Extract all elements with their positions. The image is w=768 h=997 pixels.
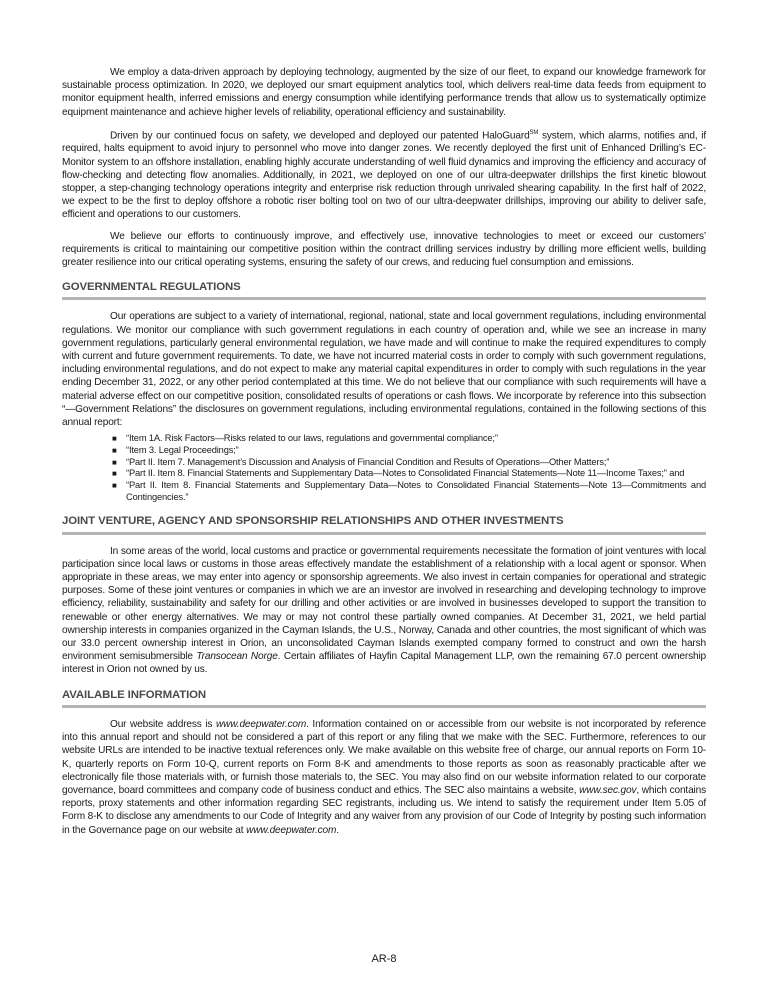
paragraph-gov-regulations: Our operations are subject to a variety of international, regional, national, state and local government regulations, including environmental regulations. We monitor our compliance with such government regulations in each country of operation and, while we see an increase in many government regulations, particularly general environmental regulation, we have made and will continue to make the required expenditures to comply with current and future government requirements. To date, we have not incurred material costs in order to comply with such government regulations, including environmental regulations, and do not expect to make any material capital expenditures in order to comply with such regulations in the year ending December 31, 2022, or any other period contemplated at this time. We do not believe that our compliance with such requirements will have a material adverse effect on our competitive position, consolidated results of operations or cash flows. We incorporate by reference into this subsection “—Government Relations” the disclosures on government regulations, including environmental regulations, contained in the following sections of this annual report: [62,311,706,429]
list-item-text: “Part II. Item 8. Financial Statements and Supplementary Data—Notes to Consolidated Financial Statements—Note 13—Commitments and Contingencies.” [126,480,706,502]
heading-available-information: AVAILABLE INFORMATION [62,689,706,708]
rig-name: Transocean Norge [196,651,278,663]
list-item-text: “Item 1A. Risk Factors—Risks related to our laws, regulations and governmental compliance;” [126,433,498,444]
bullet-square-icon: ■ [112,481,117,491]
paragraph-joint-venture [62,545,706,677]
list-item [62,433,706,445]
reference-list [62,433,706,503]
paragraph-safety [62,127,706,222]
paragraph-data-driven: We employ a data-driven approach by deploying technology, augmented by the size of our fleet, to expand our knowledge framework for sustainable process optimization. In 2020, we deployed our smart equipment analytics tool, which delivers real-time data feeds from equipment to monitor equipment health, inferred emissions and energy consumption while identifying performance trends that allow us to systematically optimize equipment maintenance and achieve higher levels of reliability, operational efficiency and sustainability. [62,67,706,118]
text: . [336,824,339,836]
list-item [62,445,706,457]
list-item-text: “Part II. Item 8. Financial Statements and Supplementary Data—Notes to Consolidated Financial Statements—Note 11—Income Taxes;” and [126,468,685,479]
list-item [62,468,706,480]
text: , which contains reports, proxy statements and other information regarding SEC registrants, including us. We intend to satisfy the requirement under Item 5.05 of Form 8-K to disclose any amendments to our Code of Integrity and any waiver from any provision of our Code of Integrity by posting such information in the Governance page on our website at [62,784,706,836]
service-mark: SM [529,129,539,136]
website-link[interactable]: www.deepwater.com [246,824,337,836]
text: system, which alarms, notifies and, if required, halts equipment to avoid injury to personnel who move into danger zones. We recently deployed the first unit of Enhanced Drilling’s EC-Monitor system to an offshore installation, enabling highly accurate understanding of well fluid dynamics and improving the efficiency and accuracy of flow-checking and detecting flow anomalies. Additionally, in 2021, we deployed on one of our ultra-deepwater drillships the first kinetic blowout stopper, a step-changing technology operations integrity and enterprise risk reduction through unrivaled shearing capability. In the first half of 2022, we expect to be the first to deploy offshore a robotic riser bolting tool on two of our ultra-deepwater drillships, improving our ability to deliver safe, efficient and operations to our customers. [62,130,706,221]
text: In some areas of the world, local customs and practice or governmental requirements necessitate the formation of joint ventures with local participation since local laws or customs in those areas effectively mandate the establishment of a relationship with a local agent or sponsor. When appropriate in these areas, we may enter into agency or sponsorship agreements. We also invest in certain companies for operational and strategic purposes. Some of these joint ventures or companies in which we are an investor are involved in researching and developing technology to improve efficiency, reliability, sustainability and safety for our drilling and other activities or are involved in businesses developed to support the transition to renewable or other energy alternatives. We may or may not control these partially owned companies. At December 31, 2021, we held partial ownership interests in companies organized in the Cayman Islands, the U.S., Norway, Canada and other countries, the most significant of which was our 33.0 percent ownership interest in Orion, an unconsolidated Cayman Islands exempted company formed to construct and own the harsh environment semisubmersible [62,545,706,663]
text: . Information contained on or accessible from our website is not incorporated by reference into this annual report and should not be considered a part of this report or any filing that we make with the SEC. Furthermore, references to our website URLs are intended to be inactive textual references only. We make available on this website free of charge, our annual reports on Form 10-K, quarterly reports on Form 10-Q, current reports on Form 8-K and amendments to those reports as soon as reasonably practicable after we electronically file those materials with, or furnish those materials to, the SEC. You may also find on our website information related to our corporate governance, board committees and company code of business conduct and ethics. The SEC also maintains a website, [62,718,706,796]
list-item-text: “Item 3. Legal Proceedings;” [126,444,239,455]
bullet-square-icon: ■ [112,434,117,444]
sec-website-link[interactable]: www.sec.gov [579,784,637,796]
paragraph-innovation: We believe our efforts to continuously improve, and effectively use, innovative technologies to meet or exceed our customers’ requirements is critical to maintaining our competitive position within the contract drilling services industry by drilling more efficient wells, building greater resilience into our critical operating systems, ensuring the safety of our crews, and reducing fuel consumption and emissions. [62,230,706,268]
text: Driven by our continued focus on safety, we developed and deployed our patented HaloGuard [110,130,530,142]
page-number: AR-8 [371,953,397,965]
list-item [62,457,706,469]
heading-joint-venture: JOINT VENTURE, AGENCY AND SPONSORSHIP RELATIONSHIPS AND OTHER INVESTMENTS [62,515,706,534]
document-page [62,66,706,845]
list-item [62,480,706,503]
list-item-text: “Part II. Item 7. Management’s Discussion and Analysis of Financial Condition and Results of Operations—Other Matters;” [126,456,610,467]
text: . Certain affiliates of Hayfin Capital Management LLP, own the remaining 67.0 percent ownership interest in Orion not owned by us. [62,651,707,676]
bullet-square-icon: ■ [112,457,117,467]
website-link[interactable]: www.deepwater.com [215,718,307,730]
bullet-square-icon: ■ [112,469,117,479]
paragraph-available-information [62,718,706,837]
bullet-square-icon: ■ [112,445,117,455]
heading-governmental-regulations: GOVERNMENTAL REGULATIONS [62,281,706,300]
text: Our website address is [110,718,216,730]
